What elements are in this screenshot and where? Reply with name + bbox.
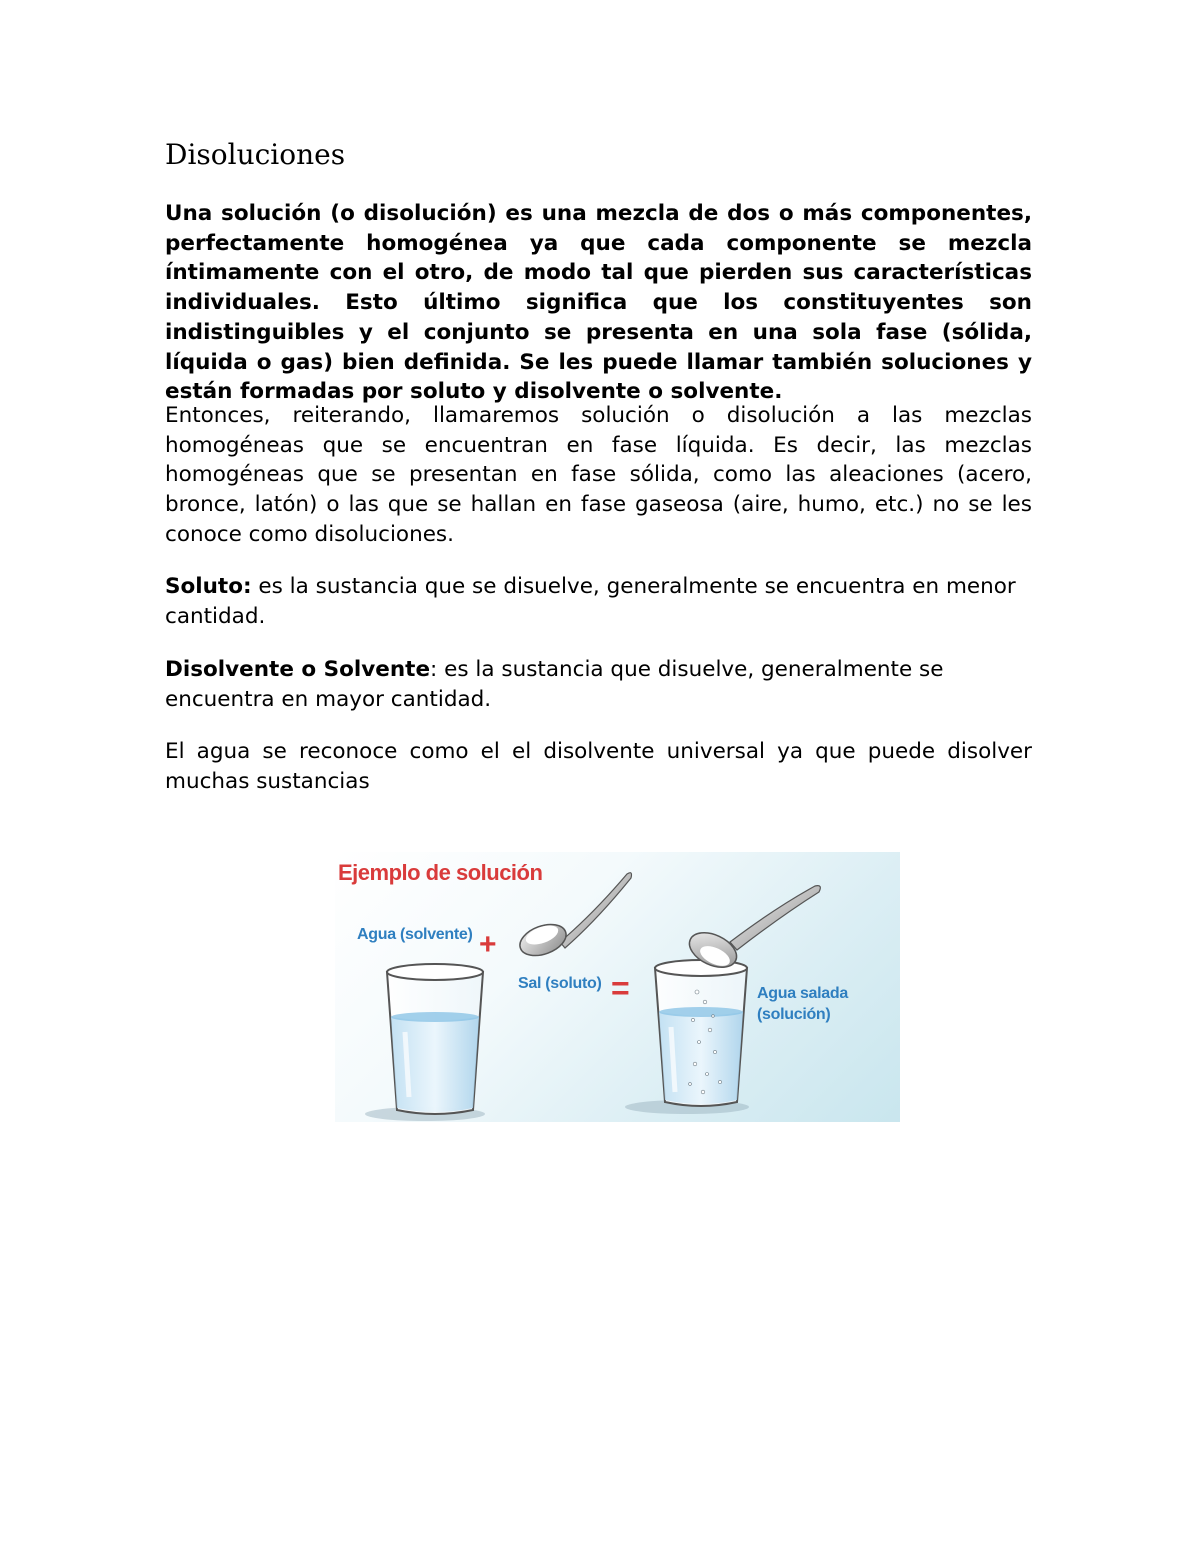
pouring-spoon-icon <box>684 886 820 975</box>
intro-paragraph: Una solución (o disolución) es una mezcla de dos o más componentes, perfectamente homogénea ya que cada componente se mezcla íntimamente con el otro, de modo tal que pierden sus características individuales. Esto último significa que los constituyentes son indistinguibles y el conjunto se presenta en una sola fase (sólida, líquida o gas) bien definida. Se les puede llamar también soluciones y están formadas por soluto y disolvente o solvente. <box>165 201 1032 405</box>
universal-solvent-paragraph: El agua se reconoce como el el disolvente universal ya que puede disolver muchas sustancias <box>165 739 1032 794</box>
soluto-term: Soluto: <box>165 574 252 599</box>
disolvente-term: Disolvente o Solvente <box>165 657 431 682</box>
water-label: Agua (solvente) <box>357 926 473 943</box>
soluto-definition <box>165 572 1032 631</box>
water-glass-icon <box>387 964 483 1114</box>
figure-title: Ejemplo de solución <box>338 860 543 885</box>
result-label-line2: (solución) <box>757 1006 831 1023</box>
disolvente-definition <box>165 655 1032 714</box>
salt-label: Sal (soluto) <box>518 975 602 992</box>
disolvente-text: : es la sustancia que disuelve, generalmente se encuentra en mayor cantidad. <box>165 657 944 712</box>
reiteration-paragraph: Entonces, reiterando, llamaremos solución o disolución a las mezclas homogéneas que se encuentran en fase líquida. Es decir, las mezclas homogéneas que se presentan en fase sólida, como las aleaciones (acero, bronce, latón) o las que se hallan en fase gaseosa (aire, humo, etc.) no se les conoce como disoluciones. <box>165 403 1032 547</box>
page-title: Disoluciones <box>165 138 346 171</box>
plus-sign: + <box>479 928 497 961</box>
solution-example-figure <box>335 852 900 1122</box>
result-label <box>757 983 867 1025</box>
equals-sign: = <box>611 970 630 1006</box>
salt-water-glass-icon <box>655 960 747 1106</box>
result-label-line1: Agua salada <box>757 985 848 1002</box>
soluto-text: es la sustancia que se disuelve, generalmente se encuentra en menor cantidad. <box>165 574 1016 629</box>
